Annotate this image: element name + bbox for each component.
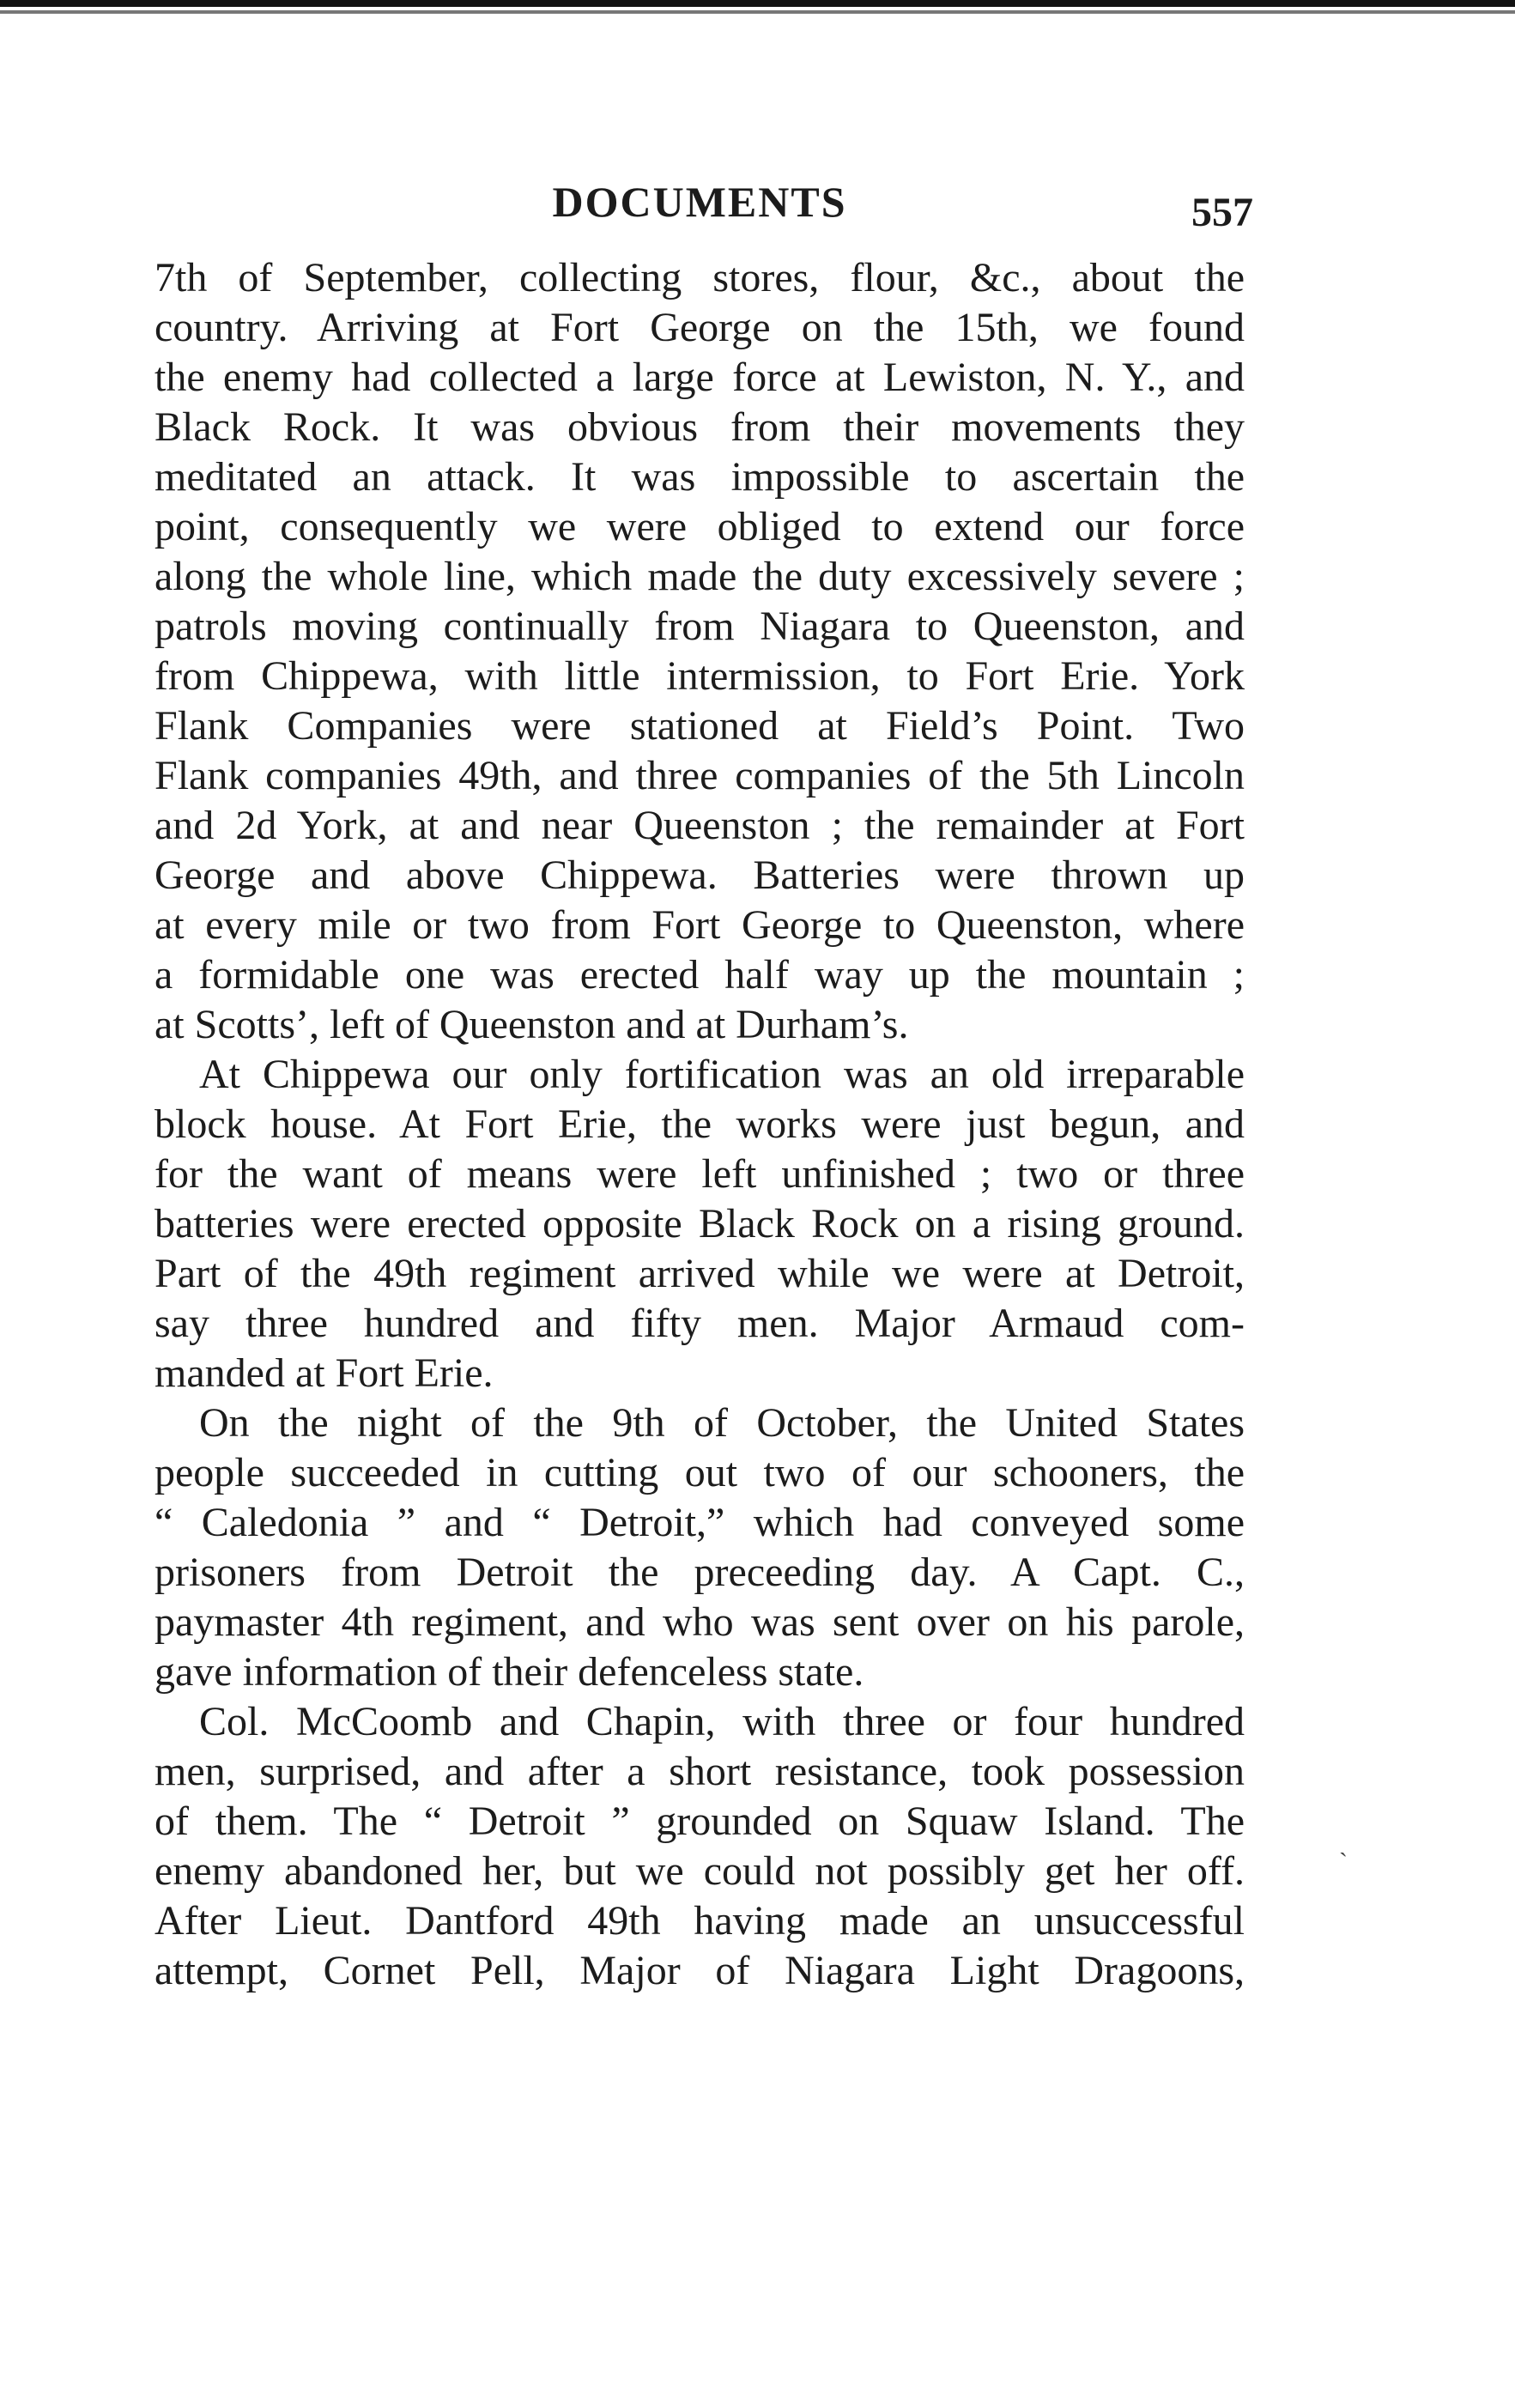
text-line: George and above Chippewa. Batteries were thrown up <box>155 852 1245 898</box>
text-line: Part of the 49th regiment arrived while we were at Detroit, <box>155 1251 1245 1296</box>
text-line: enemy abandoned her, but we could not possibly get her off. <box>155 1848 1245 1894</box>
text-line: along the whole line, which made the duty excessively severe ; <box>155 554 1245 599</box>
text-line: 7th of September, collecting stores, flour, &c., about the <box>155 255 1245 300</box>
text-line: say three hundred and fifty men. Major Armaud com- <box>155 1301 1245 1346</box>
text-line: at Scotts’, left of Queenston and at Durham’s. <box>155 1002 909 1047</box>
text-line: manded at Fort Erie. <box>155 1350 494 1396</box>
page-header <box>155 177 1253 237</box>
stray-ink-mark: ˎ <box>1339 1829 1348 1857</box>
paragraph-start-line: Col. McCoomb and Chapin, with three or four hundred <box>199 1699 1245 1744</box>
text-line: for the want of means were left unfinished ; two or three <box>155 1151 1245 1197</box>
text-line: prisoners from Detroit the preceeding day. A Capt. C., <box>155 1550 1245 1595</box>
text-line: batteries were erected opposite Black Rock on a rising ground. <box>155 1201 1245 1246</box>
text-line: point, consequently we were obliged to extend our force <box>155 504 1245 549</box>
page-number: 557 <box>1191 190 1253 235</box>
text-line: “ Caledonia ” and “ Detroit,” which had conveyed some <box>155 1500 1245 1545</box>
text-line: meditated an attack. It was impossible to ascertain the <box>155 454 1245 500</box>
text-line: from Chippewa, with little intermission, to Fort Erie. York <box>155 653 1245 699</box>
text-line: and 2d York, at and near Queenston ; the remainder at Fort <box>155 803 1245 848</box>
text-line: Flank Companies were stationed at Field’s Point. Two <box>155 703 1245 749</box>
paragraph-start-line: On the night of the 9th of October, the United States <box>199 1400 1245 1446</box>
text-line: the enemy had collected a large force at Lewiston, N. Y., and <box>155 355 1245 400</box>
text-line: country. Arriving at Fort George on the 15th, we found <box>155 305 1245 350</box>
text-line: patrols moving continually from Niagara to Queenston, and <box>155 604 1245 649</box>
top-border-rule <box>0 0 1515 17</box>
text-line: Flank companies 49th, and three companies of the 5th Lincoln <box>155 753 1245 798</box>
running-head: DOCUMENTS <box>552 178 847 226</box>
text-line: Black Rock. It was obvious from their movements they <box>155 404 1245 450</box>
paragraph-start-line: At Chippewa our only fortification was an old irreparable <box>199 1052 1245 1097</box>
text-line: a formidable one was erected half way up the mountain ; <box>155 952 1245 998</box>
text-line: at every mile or two from Fort George to Queenston, where <box>155 902 1245 948</box>
text-line: men, surprised, and after a short resistance, took possession <box>155 1749 1245 1794</box>
text-line: attempt, Cornet Pell, Major of Niagara Light Dragoons, <box>155 1948 1245 1993</box>
body-text <box>155 253 1245 1996</box>
text-line: block house. At Fort Erie, the works were just begun, and <box>155 1101 1245 1147</box>
text-line: After Lieut. Dantford 49th having made an unsuccessful <box>155 1898 1245 1944</box>
text-line: people succeeded in cutting out two of our schooners, the <box>155 1450 1245 1495</box>
text-line: of them. The “ Detroit ” grounded on Squaw Island. The <box>155 1798 1245 1844</box>
text-line: gave information of their defenceless state. <box>155 1649 864 1695</box>
text-line: paymaster 4th regiment, and who was sent over on his parole, <box>155 1599 1245 1645</box>
